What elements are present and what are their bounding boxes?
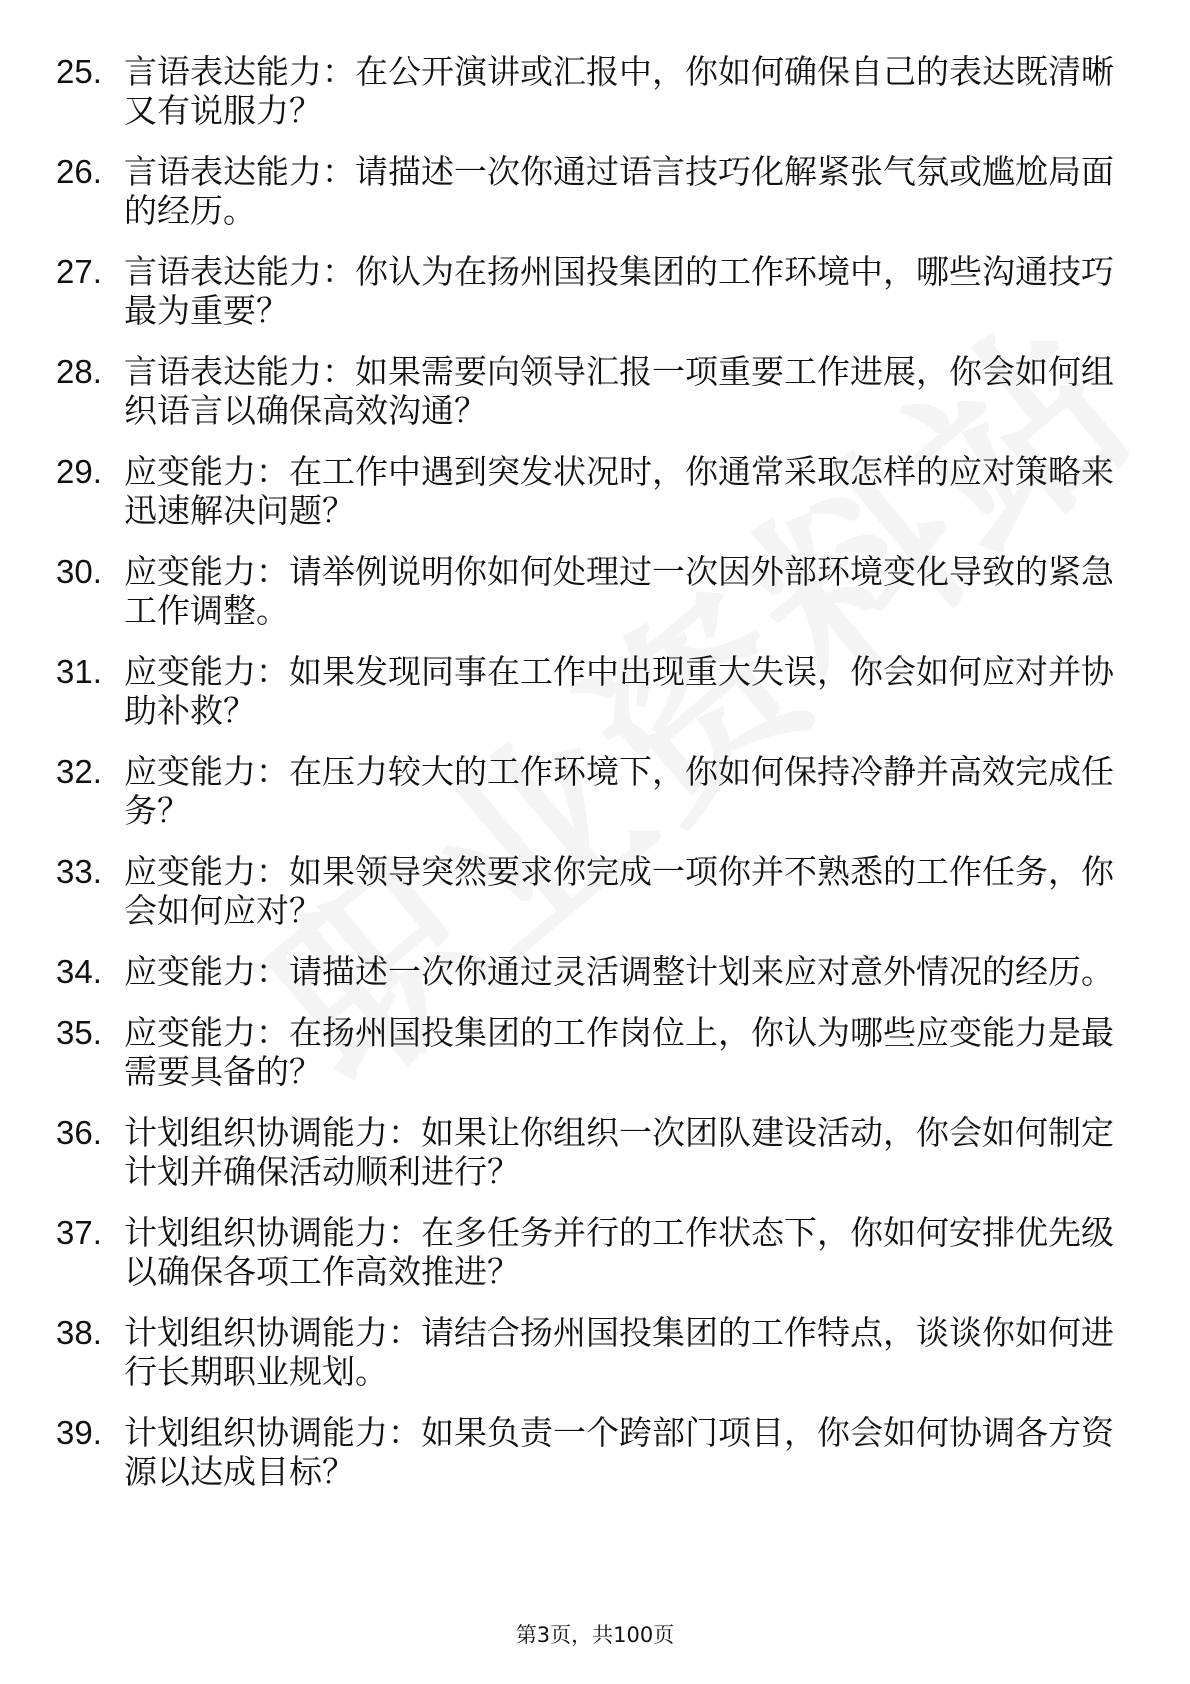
question-text: 计划组织协调能力：在多任务并行的工作状态下，你如何安排优先级以确保各项工作高效推进？ — [124, 1213, 1114, 1291]
question-text: 应变能力：在工作中遇到突发状况时，你通常采取怎样的应对策略来迅速解决问题？ — [124, 452, 1114, 530]
question-text: 言语表达能力：你认为在扬州国投集团的工作环境中，哪些沟通技巧最为重要？ — [124, 252, 1114, 330]
question-item — [56, 552, 1136, 630]
question-text: 言语表达能力：在公开演讲或汇报中，你如何确保自己的表达既清晰又有说服力？ — [124, 52, 1114, 130]
question-item — [56, 852, 1136, 930]
question-number: 33. — [56, 853, 102, 890]
question-text: 计划组织协调能力：请结合扬州国投集团的工作特点，谈谈你如何进行长期职业规划。 — [124, 1313, 1114, 1391]
question-number: 27. — [56, 253, 102, 290]
question-number: 39. — [56, 1414, 102, 1451]
question-item — [56, 352, 1136, 430]
question-number: 36. — [56, 1114, 102, 1151]
question-text: 言语表达能力：如果需要向领导汇报一项重要工作进展，你会如何组织语言以确保高效沟通？ — [124, 352, 1114, 430]
question-text: 应变能力：请描述一次你通过灵活调整计划来应对意外情况的经历。 — [124, 952, 1114, 991]
question-item — [56, 452, 1136, 530]
question-text: 应变能力：在扬州国投集团的工作岗位上，你认为哪些应变能力是最需要具备的？ — [124, 1013, 1114, 1091]
question-number: 30. — [56, 553, 102, 590]
question-item — [56, 1013, 1136, 1091]
question-number: 25. — [56, 53, 102, 90]
question-item — [56, 1313, 1136, 1391]
question-item — [56, 152, 1136, 230]
question-item — [56, 1413, 1136, 1491]
question-item — [56, 652, 1136, 730]
question-number: 26. — [56, 153, 102, 190]
question-text: 计划组织协调能力：如果负责一个跨部门项目，你会如何协调各方资源以达成目标？ — [124, 1413, 1114, 1491]
question-item — [56, 52, 1136, 130]
question-item — [56, 252, 1136, 330]
question-item — [56, 752, 1136, 830]
question-number: 29. — [56, 453, 102, 490]
question-number: 38. — [56, 1314, 102, 1351]
question-text: 应变能力：请举例说明你如何处理过一次因外部环境变化导致的紧急工作调整。 — [124, 552, 1114, 630]
question-number: 32. — [56, 753, 102, 790]
question-number: 31. — [56, 653, 102, 690]
page-footer: 第3页，共100页 — [515, 1623, 675, 1647]
question-item — [56, 952, 1136, 991]
question-number: 28. — [56, 353, 102, 390]
question-text: 应变能力：在压力较大的工作环境下，你如何保持冷静并高效完成任务？ — [124, 752, 1114, 830]
question-text: 应变能力：如果领导突然要求你完成一项你并不熟悉的工作任务，你会如何应对？ — [124, 852, 1114, 930]
question-list — [56, 52, 1136, 1513]
question-text: 应变能力：如果发现同事在工作中出现重大失误，你会如何应对并协助补救？ — [124, 652, 1114, 730]
question-text: 言语表达能力：请描述一次你通过语言技巧化解紧张气氛或尴尬局面的经历。 — [124, 152, 1114, 230]
question-number: 35. — [56, 1014, 102, 1051]
question-number: 37. — [56, 1214, 102, 1251]
question-item — [56, 1113, 1136, 1191]
question-item — [56, 1213, 1136, 1291]
question-number: 34. — [56, 953, 102, 990]
question-text: 计划组织协调能力：如果让你组织一次团队建设活动，你会如何制定计划并确保活动顺利进行？ — [124, 1113, 1114, 1191]
